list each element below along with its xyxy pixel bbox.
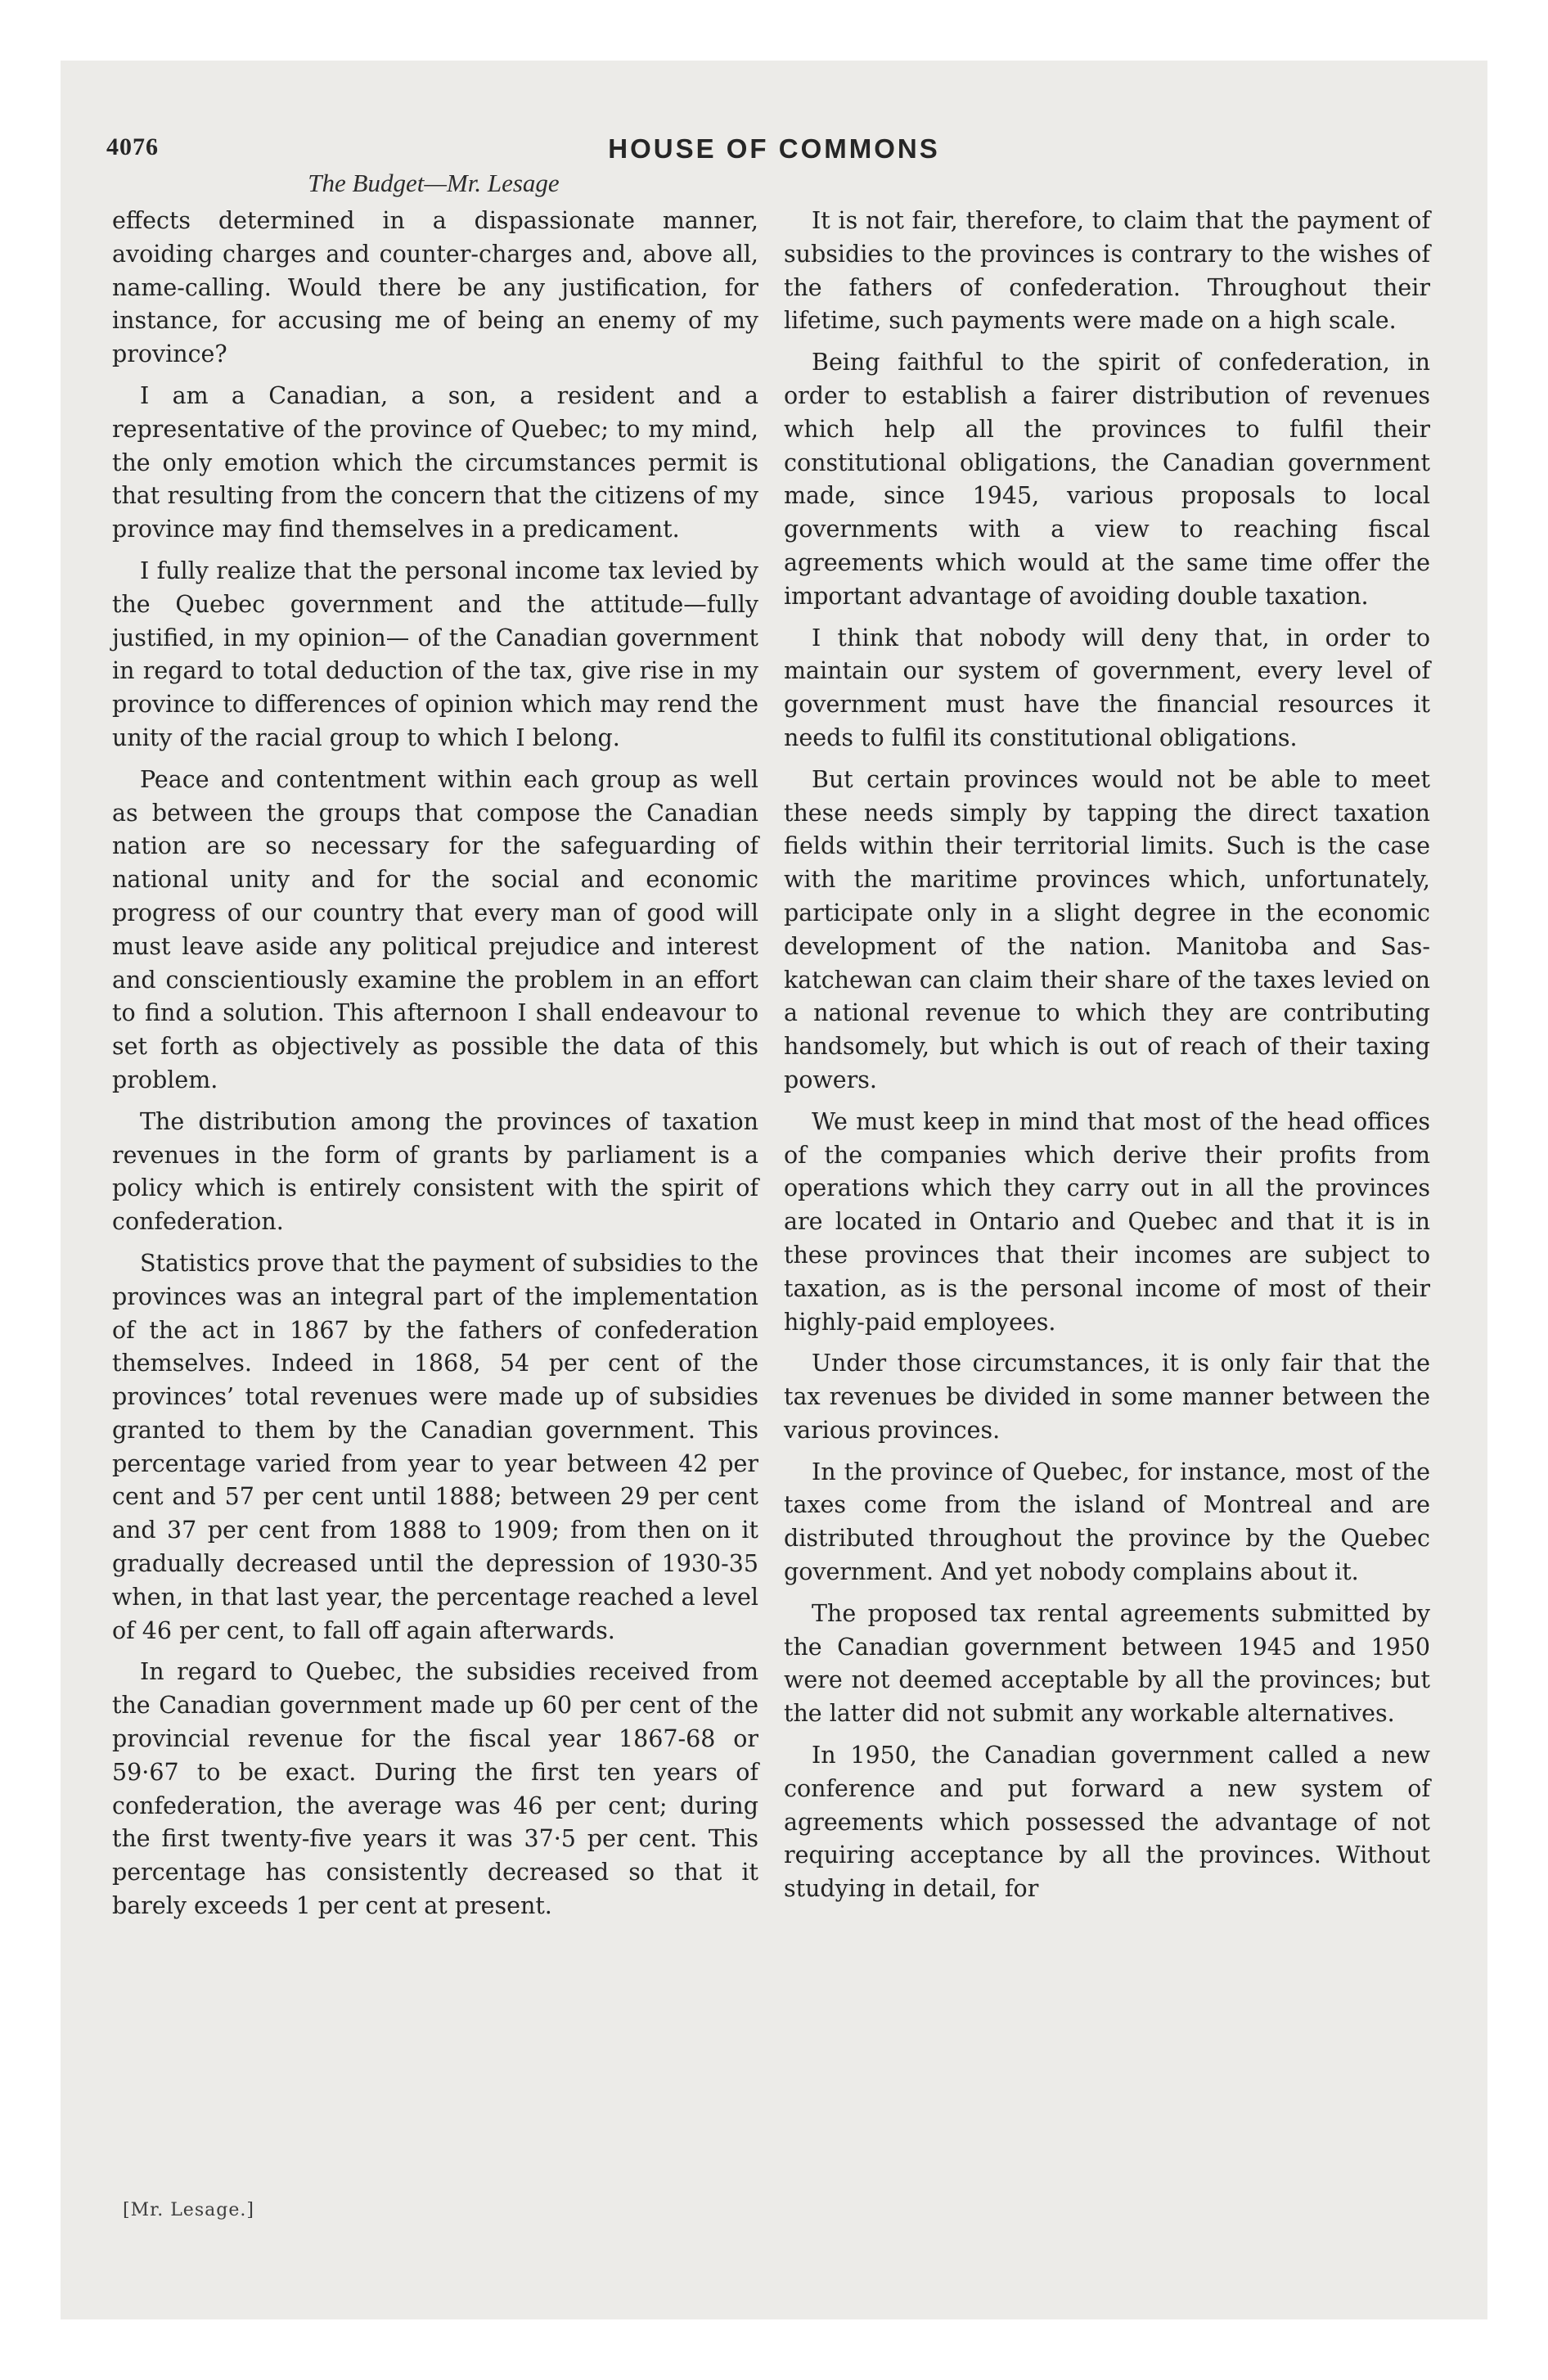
right-column [784,205,1430,1914]
left-column [112,205,758,1931]
paragraph: It is not fair, therefore, to claim that the payment of subsidies to the provinces is contrary to the wishes of the fathers of confederation. Throughout their lifetime, such payments were made on a high scale. [784,207,1430,335]
paragraph: In the province of Quebec, for instance, most of the taxes come from the island of Montreal and are distributed throughout the province by the Quebec government. And yet nobody complains about it. [784,1458,1430,1586]
paragraph: We must keep in mind that most of the head offices of the companies which derive their profits from operations which they carry out in all the provinces are located in Ontario and Quebec and that it is in these provinces that their incomes are subject to taxation, as is the personal income of most of their highly-paid employees. [784,1107,1430,1336]
paragraph: In regard to Quebec, the subsidies received from the Canadian government made up 60 per cent of the provincial revenue for the fiscal year 1867-68 or 59·67 to be exact. During the first ten years of confederation, the average was 46 per cent; during the first twenty-five years it was 37·5 per cent. This percentage has consistently decreased so that it barely exceeds 1 per cent at present. [112,1658,758,1920]
paragraph: The distribution among the provinces of taxation revenues in the form of grants by parliament is a policy which is entirely consistent with the spirit of confederation. [112,1107,758,1236]
speaker-attribution: [Mr. Lesage.] [123,2200,254,2220]
paragraph: I think that nobody will deny that, in order to maintain our system of government, every level of government must have the financial resources it needs to fulfil its constitutional obligations. [784,624,1430,751]
paragraph: Under those circumstances, it is only fair that the tax revenues be divided in some manner between the various provinces. [784,1350,1430,1444]
paragraph: Statistics prove that the payment of subsidies to the provinces was an integral part of the implementation of the act in 1867 by the fathers of confederation themselves. Indeed in 1868, 54 per cent of the provinces’ total revenues were made up of subsidies granted to them by the Canadian government. This percentage varied from year to year between 42 per cent and 57 per cent until 1888; between 29 per cent and 37 per cent from 1888 to 1909; from then on it gradually decreased until the depression of 1930-35 when, in that last year, the percentage reached a level of 46 per cent, to fall off again afterwards. [112,1249,758,1644]
paragraph: I am a Canadian, a son, a resident and a representative of the province of Quebec; to my mind, the only emotion which the circumstances permit is that resulting from the concern that the citizens of my province may find themselves in a predicament. [112,381,758,543]
paragraph: Peace and contentment within each group as well as between the groups that compose the Canadian nation are so necessary for the safeguarding of national unity and for the social and economic progress of our country that every man of good will must leave aside any political prejudice and interest and conscientiously examine the problem in an effort to find a solution. This afternoon I shall endeavour to set forth as objectively as possible the data of this problem. [112,765,758,1093]
paragraph: The proposed tax rental agreements submitted by the Canadian government between 1945 and 1950 were not deemed acceptable by all the provinces; but the latter did not submit any workable alternatives. [784,1599,1430,1728]
running-subject: The Budget—Mr. Lesage [308,169,560,197]
paragraph: In 1950, the Canadian government called a new conference and put forward a new system of agreements which possessed the advantage of not requiring acceptance by all the provinces. Without studying in detail, for [784,1742,1430,1903]
paragraph: I fully realize that the personal income tax levied by the Quebec government and the attitude—fully justified, in my opinion— of the Canadian government in regard to total deduction of the tax, give rise in my province to differences of opinion which may rend the unity of the racial group to which I belong. [112,557,758,751]
page-number: 4076 [106,133,159,160]
page-title: HOUSE OF COMMONS [608,133,940,164]
paragraph: But certain provinces would not be able to meet these needs simply by tapping the direct taxation fields within their territorial limits. Such is the case with the maritime provinces which, unfortunately, participate only in a slight degree in the economic development of the nation. Manitoba and Saskatchewan can claim their share of the taxes levied on a national revenue to which they are contributing handsomely, but which is out of reach of their taxing powers. [784,765,1430,1093]
paragraph: Being faithful to the spirit of confederation, in order to establish a fairer distribution of revenues which help all the provinces to fulfil their constitutional obligations, the Canadian government made, since 1945, various proposals to local governments with a view to reaching fiscal agreements which would at the same time offer the important advantage of avoiding double taxation. [784,349,1430,610]
paragraph: effects determined in a dispassionate manner, avoiding charges and counter-charges and, above all, name-calling. Would there be any justification, for instance, for accusing me of being an enemy of my province? [112,207,758,368]
